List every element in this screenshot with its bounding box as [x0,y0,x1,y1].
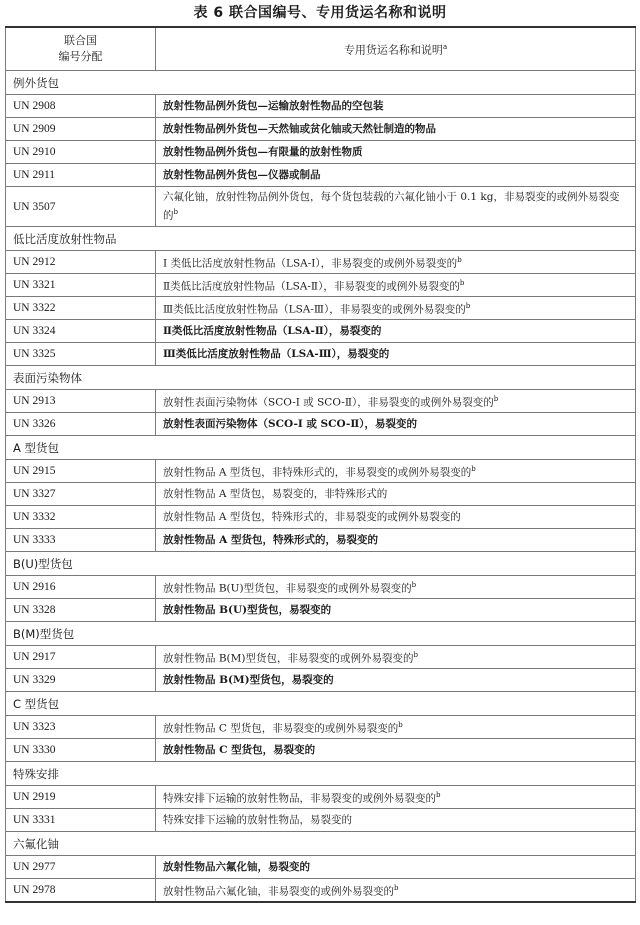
shipping-name-text: I 类低比活度放射性物品（LSA-I），非易裂变的或例外易裂变的 [163,257,458,270]
shipping-name-cell [156,460,636,483]
header-un-number [6,27,156,71]
table-row [6,251,636,274]
table-row [6,786,636,809]
un-number-cell: UN 2978 [6,879,156,903]
table-row [6,164,636,187]
shipping-name-text: 特殊安排下运输的放射性物品，非易裂变的或例外易裂变的 [163,792,436,805]
shipping-name-cell [156,251,636,274]
shipping-name-text: 六氟化铀，放射性物品例外货包，每个货包装载的六氟化铀小于 0.1 kg，非易裂变的或例外易裂变的 [163,190,620,222]
shipping-name-cell [156,506,636,529]
table-row [6,118,636,141]
table-row [6,669,636,692]
un-number-cell: UN 3324 [6,320,156,343]
header-shipping-name [156,27,636,71]
section-label: 低比活度放射性物品 [6,227,636,251]
table-row [6,297,636,320]
table-row [6,716,636,739]
shipping-name-cell [156,716,636,739]
un-number-cell: UN 3327 [6,483,156,506]
section-label: 特殊安排 [6,762,636,786]
shipping-name-cell [156,669,636,692]
section-row [6,366,636,390]
table-row [6,141,636,164]
footnote-mark: b [394,883,399,892]
shipping-name-text: 放射性物品 B(U)型货包，易裂变的 [163,603,332,616]
table-body [6,71,636,903]
shipping-name-cell [156,95,636,118]
footnote-mark: b [413,650,418,659]
shipping-name-text: 放射性物品例外货包—仪器或制品 [163,168,321,181]
shipping-name-text: 放射性物品例外货包—天然铀或贫化铀或天然钍制造的物品 [163,122,436,135]
shipping-name-text: 放射性物品 B(U)型货包，非易裂变的或例外易裂变的 [163,582,412,595]
section-label: 六氟化铀 [6,832,636,856]
shipping-name-text: 放射性物品 B(M)型货包，非易裂变的或例外易裂变的 [163,652,414,665]
section-label: B(M)型货包 [6,622,636,646]
table-row [6,413,636,436]
header-shipping-name-label: 专用货运名称和说明 [343,43,443,57]
shipping-name-cell [156,483,636,506]
shipping-name-cell [156,413,636,436]
shipping-name-cell [156,856,636,879]
section-label: 表面污染物体 [6,366,636,390]
footnote-mark: b [398,720,403,729]
un-number-cell: UN 3322 [6,297,156,320]
shipping-name-cell [156,390,636,413]
section-row [6,71,636,95]
table-row [6,739,636,762]
table-row [6,856,636,879]
shipping-name-text: 放射性物品 A 型货包，非特殊形式的，非易裂变的或例外易裂变的 [163,466,472,479]
shipping-name-text: 放射性表面污染物体（SCO-I 或 SCO-Ⅱ），非易裂变的或例外易裂变的 [163,396,494,409]
un-number-cell: UN 3333 [6,529,156,552]
section-row [6,552,636,576]
shipping-name-cell [156,118,636,141]
header-un-number-line2: 编号分配 [58,50,103,63]
section-row [6,832,636,856]
section-row [6,436,636,460]
shipping-name-text: 放射性物品例外货包—运输放射性物品的空包装 [163,99,384,112]
shipping-name-text: Ⅱ类低比活度放射性物品（LSA-Ⅱ），易裂变的 [163,324,382,337]
header-un-number-line1: 联合国 [64,34,97,47]
section-row [6,227,636,251]
table-row [6,320,636,343]
footnote-mark: b [465,301,471,310]
un-number-cell: UN 2908 [6,95,156,118]
section-row [6,692,636,716]
table-row [6,879,636,903]
un-number-cell: UN 2913 [6,390,156,413]
un-number-table [5,26,636,903]
un-number-cell: UN 3328 [6,599,156,622]
footnote-mark: b [493,394,499,403]
table-row [6,809,636,832]
shipping-name-text: 放射性表面污染物体（SCO-I 或 SCO-Ⅱ），易裂变的 [163,417,417,430]
shipping-name-text: 放射性物品例外货包—有限量的放射性物质 [163,145,363,158]
shipping-name-cell [156,343,636,366]
section-label: A 型货包 [6,436,636,460]
shipping-name-cell [156,529,636,552]
un-number-cell: UN 3321 [6,274,156,297]
table-row [6,343,636,366]
shipping-name-text: 放射性物品 A 型货包，特殊形式的，易裂变的 [163,533,378,546]
shipping-name-text: 放射性物品六氟化铀，非易裂变的或例外易裂变的 [163,885,394,898]
table-row [6,187,636,227]
shipping-name-text: 放射性物品 A 型货包，特殊形式的，非易裂变的或例外易裂变的 [163,510,461,523]
shipping-name-text: 放射性物品 B(M)型货包，易裂变的 [163,673,334,686]
table-row [6,460,636,483]
shipping-name-text: 放射性物品 C 型货包，非易裂变的或例外易裂变的 [163,722,399,735]
table-row [6,576,636,599]
table-row [6,529,636,552]
shipping-name-text: Ⅱ类低比活度放射性物品（LSA-Ⅱ），非易裂变的或例外易裂变的 [163,280,460,293]
shipping-name-text: Ⅲ类低比活度放射性物品（LSA-Ⅲ），非易裂变的或例外易裂变的 [163,303,466,316]
shipping-name-cell [156,141,636,164]
un-number-cell: UN 3325 [6,343,156,366]
un-number-cell: UN 3507 [6,187,156,227]
un-number-cell: UN 3330 [6,739,156,762]
un-number-cell: UN 2916 [6,576,156,599]
table-row [6,483,636,506]
footnote-mark: b [459,278,465,287]
table-row [6,274,636,297]
shipping-name-cell [156,786,636,809]
section-label: B(U)型货包 [6,552,636,576]
footnote-mark: b [457,255,462,264]
footnote-mark: b [436,790,441,799]
un-number-cell: UN 2910 [6,141,156,164]
shipping-name-cell [156,576,636,599]
footnote-mark: b [173,207,178,216]
un-number-cell: UN 3329 [6,669,156,692]
un-number-cell: UN 2917 [6,646,156,669]
un-number-cell: UN 2909 [6,118,156,141]
table-row [6,599,636,622]
section-label: C 型货包 [6,692,636,716]
table-row [6,646,636,669]
shipping-name-cell [156,739,636,762]
header-footnote-mark: a [442,43,448,52]
shipping-name-text: 放射性物品 C 型货包，易裂变的 [163,743,316,756]
un-number-cell: UN 3332 [6,506,156,529]
un-number-cell: UN 3323 [6,716,156,739]
un-number-cell: UN 2911 [6,164,156,187]
un-number-cell: UN 3331 [6,809,156,832]
table-row [6,390,636,413]
shipping-name-cell [156,187,636,227]
shipping-name-cell [156,297,636,320]
table-row [6,506,636,529]
shipping-name-cell [156,809,636,832]
shipping-name-text: 放射性物品 A 型货包，易裂变的，非特殊形式的 [163,487,388,500]
shipping-name-cell [156,879,636,903]
shipping-name-text: 特殊安排下运输的放射性物品，易裂变的 [163,813,352,826]
shipping-name-cell [156,164,636,187]
shipping-name-cell [156,646,636,669]
table-row [6,95,636,118]
un-number-cell: UN 2919 [6,786,156,809]
shipping-name-cell [156,599,636,622]
table-title: 表 6 联合国编号、专用货运名称和说明 [193,5,447,21]
shipping-name-text: Ⅲ类低比活度放射性物品（LSA-Ⅲ），易裂变的 [163,347,390,360]
section-label: 例外货包 [6,71,636,95]
table-header-row [6,27,636,71]
shipping-name-cell [156,274,636,297]
footnote-mark: b [411,580,417,589]
un-number-cell: UN 2915 [6,460,156,483]
footnote-mark: b [471,464,476,473]
section-row [6,762,636,786]
un-number-cell: UN 3326 [6,413,156,436]
section-row [6,622,636,646]
un-number-cell: UN 2912 [6,251,156,274]
un-number-cell: UN 2977 [6,856,156,879]
shipping-name-text: 放射性物品六氟化铀，易裂变的 [163,860,310,873]
shipping-name-cell [156,320,636,343]
